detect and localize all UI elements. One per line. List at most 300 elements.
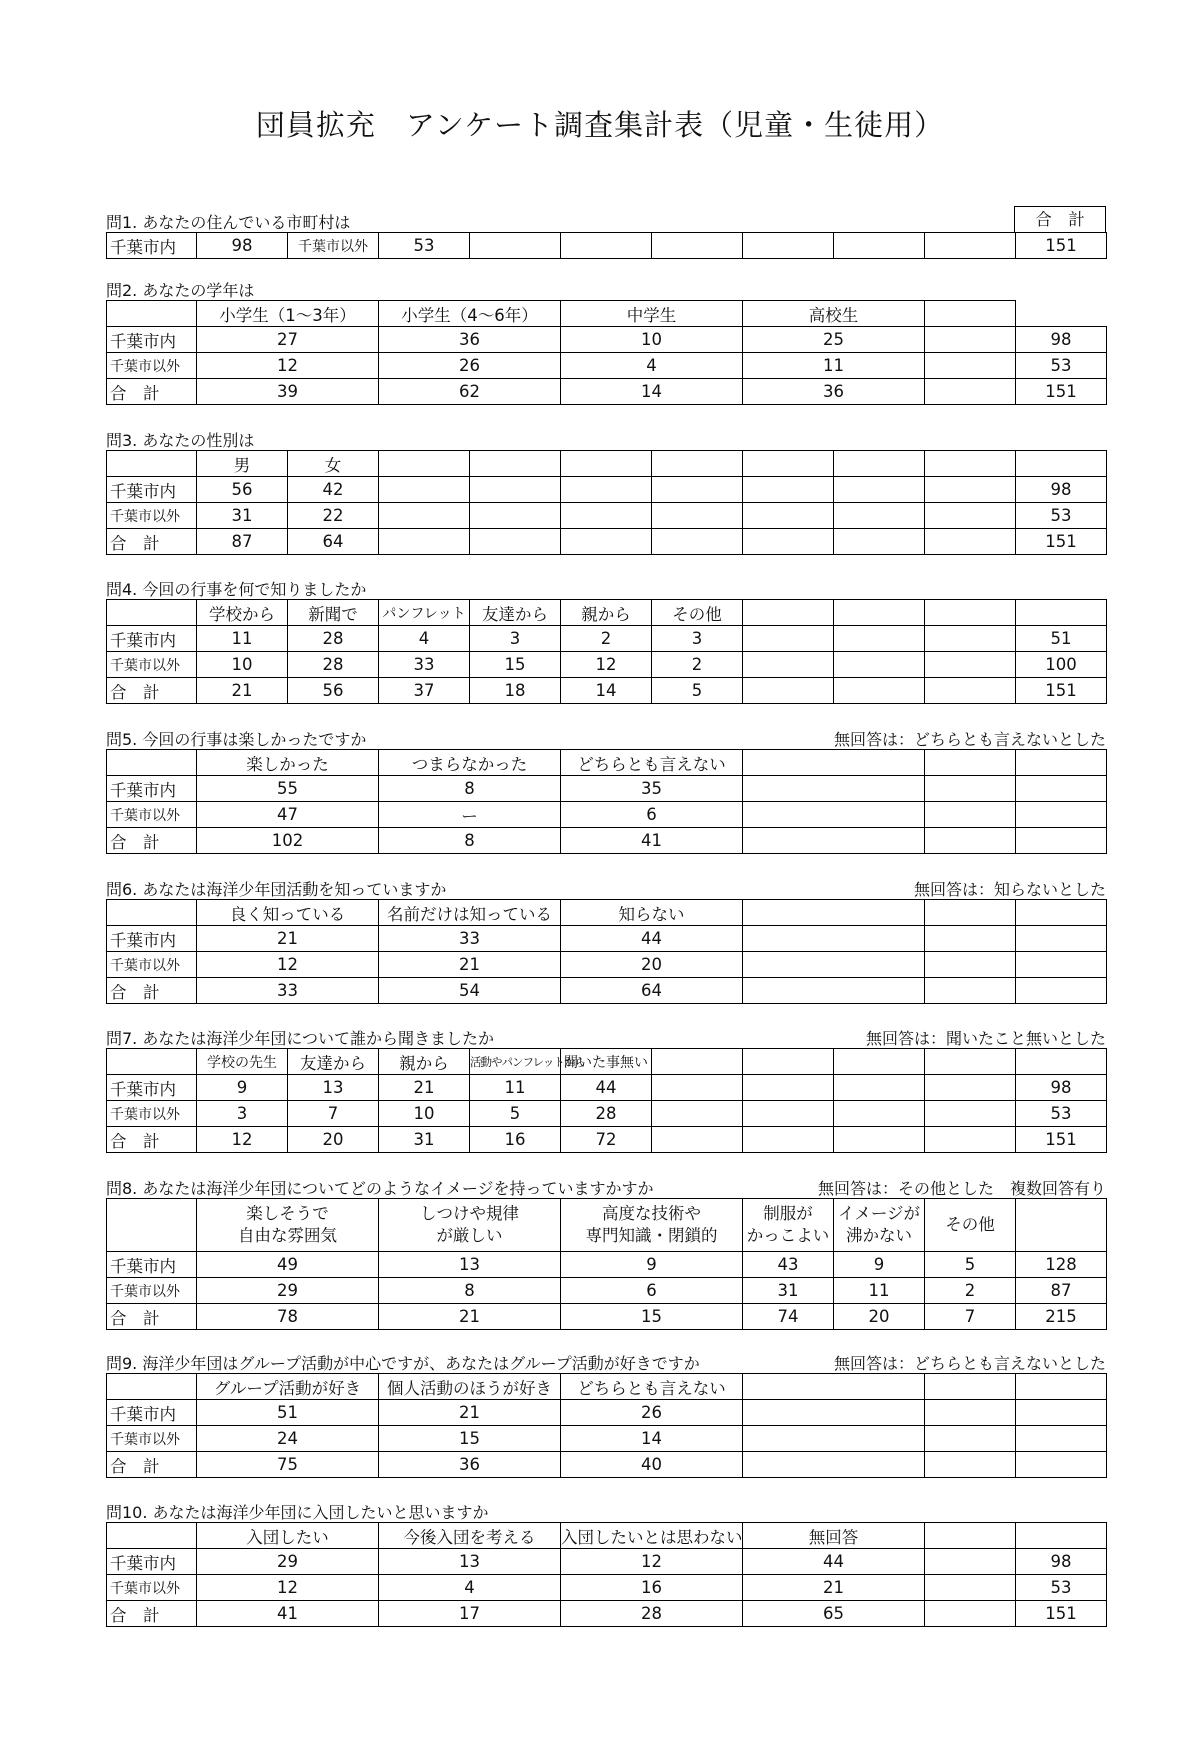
table-cell: 102	[197, 828, 379, 854]
table-cell: 47	[197, 802, 379, 828]
table-cell: ー	[379, 802, 561, 828]
table-cell	[652, 477, 743, 503]
question-9	[106, 1347, 1106, 1478]
table-cell	[925, 1452, 1016, 1478]
row-outside-chiba	[107, 1101, 1107, 1127]
table-cell: 16	[470, 1127, 561, 1153]
row-total-cell: 53	[1016, 1101, 1107, 1127]
row-label: 千葉市以外	[107, 1101, 197, 1127]
table-cell	[743, 776, 925, 802]
table-cell: 15	[379, 1426, 561, 1452]
question-2-table	[106, 300, 1107, 405]
column-header: 中学生	[561, 301, 743, 327]
table-cell: 87	[197, 529, 288, 555]
column-header: グループ活動が好き	[197, 1374, 379, 1400]
table-cell: 3	[197, 1101, 288, 1127]
table-cell	[743, 978, 925, 1004]
table-cell: 36	[379, 327, 561, 353]
table-cell: 18	[470, 678, 561, 704]
table-cell: 4	[561, 353, 743, 379]
column-header: 小学生（4～6年）	[379, 301, 561, 327]
column-header	[925, 1374, 1016, 1400]
table-cell: 41	[197, 1601, 379, 1627]
table-cell: 55	[197, 776, 379, 802]
table-cell	[925, 1127, 1016, 1153]
table-cell: 37	[379, 678, 470, 704]
column-header: 楽しかった	[197, 750, 379, 776]
question-1-table	[106, 232, 1107, 259]
column-header	[1016, 600, 1107, 626]
column-header: しつけや規律 が厳しい	[379, 1199, 561, 1252]
question-note: 無回答は：その他とした 複数回答有り	[817, 1179, 1106, 1198]
table-cell	[925, 1426, 1016, 1452]
table-cell: 56	[197, 477, 288, 503]
table-cell: 28	[288, 626, 379, 652]
table-cell: 11	[470, 1075, 561, 1101]
row-label: 合 計	[107, 379, 197, 405]
row-total	[107, 1304, 1107, 1330]
table-cell: 33	[379, 926, 561, 952]
table-cell	[925, 1549, 1016, 1575]
column-header	[107, 1199, 197, 1252]
table-cell	[743, 1075, 834, 1101]
table-cell	[379, 503, 470, 529]
row-chiba-city	[107, 1252, 1107, 1278]
table-cell	[743, 1452, 925, 1478]
row-label: 千葉市以外	[107, 503, 197, 529]
table-cell	[925, 652, 1016, 678]
table-cell: 29	[197, 1278, 379, 1304]
question-7	[106, 1022, 1106, 1153]
table-cell: 9	[197, 1075, 288, 1101]
column-header: 知らない	[561, 900, 743, 926]
table-cell	[925, 1601, 1016, 1627]
column-header	[743, 600, 834, 626]
table-cell	[1016, 776, 1107, 802]
table-cell: 28	[561, 1101, 652, 1127]
table-cell	[925, 828, 1016, 854]
question-note: 無回答は：どちらとも言えないとした	[833, 1354, 1106, 1373]
table-cell	[743, 926, 925, 952]
header-row	[107, 301, 1107, 327]
header-row	[107, 900, 1107, 926]
table-cell	[743, 1426, 925, 1452]
table-cell	[925, 776, 1016, 802]
table-cell	[925, 626, 1016, 652]
row-label: 合 計	[107, 828, 197, 854]
column-header	[1016, 1374, 1107, 1400]
table-cell	[470, 233, 561, 259]
column-header: その他	[652, 600, 743, 626]
column-header	[107, 1374, 197, 1400]
row-label: 合 計	[107, 678, 197, 704]
column-header: 友達から	[470, 600, 561, 626]
question-text: 問2. あなたの学年は	[106, 281, 255, 300]
table-cell: 16	[561, 1575, 743, 1601]
question-note: 無回答は：どちらとも言えないとした	[833, 730, 1106, 749]
table-cell: 3	[470, 626, 561, 652]
row-label: 合 計	[107, 1304, 197, 1330]
table-cell	[1016, 1400, 1107, 1426]
row-label: 合 計	[107, 1127, 197, 1153]
column-header	[743, 1374, 925, 1400]
column-header: 新聞で	[288, 600, 379, 626]
question-10-table	[106, 1522, 1107, 1627]
table-cell	[652, 1101, 743, 1127]
table-cell	[834, 503, 925, 529]
row-chiba-city	[107, 327, 1107, 353]
question-note: 無回答は：聞いたこと無いとした	[865, 1029, 1106, 1048]
table-cell	[561, 503, 652, 529]
column-header	[925, 301, 1016, 327]
table-cell	[743, 529, 834, 555]
question-text: 問4. 今回の行事を何で知りましたか	[106, 580, 367, 599]
table-cell	[743, 1400, 925, 1426]
table-cell: 10	[197, 652, 288, 678]
row-label: 千葉市以外	[107, 652, 197, 678]
column-header: 女	[288, 451, 379, 477]
question-6-table	[106, 899, 1107, 1004]
question-7-table	[106, 1048, 1107, 1153]
table-cell: 13	[379, 1549, 561, 1575]
table-cell	[925, 1400, 1016, 1426]
row-total-cell: 53	[1016, 353, 1107, 379]
column-header: その他	[925, 1199, 1016, 1252]
row-label: 千葉市内	[107, 1252, 197, 1278]
column-header: どちらとも言えない	[561, 750, 743, 776]
row-outside-chiba	[107, 1575, 1107, 1601]
row-label: 千葉市内	[107, 1549, 197, 1575]
table-cell	[743, 503, 834, 529]
column-header	[107, 451, 197, 477]
table-cell: 10	[561, 327, 743, 353]
column-header: 男	[197, 451, 288, 477]
table-cell: 13	[379, 1252, 561, 1278]
table-cell: 17	[379, 1601, 561, 1627]
table-cell: 29	[197, 1549, 379, 1575]
table-cell: 33	[197, 978, 379, 1004]
column-header: パンフレット	[379, 600, 470, 626]
column-header	[925, 451, 1016, 477]
row-outside-chiba	[107, 1278, 1107, 1304]
table-cell	[743, 233, 834, 259]
table-cell: 31	[379, 1127, 470, 1153]
column-header: どちらとも言えない	[561, 1374, 743, 1400]
table-cell: 15	[561, 1304, 743, 1330]
row-outside-chiba	[107, 802, 1107, 828]
table-cell	[834, 678, 925, 704]
table-cell	[834, 626, 925, 652]
row-label: 千葉市内	[107, 926, 197, 952]
row-total-cell: 98	[1016, 327, 1107, 353]
table-cell	[925, 1075, 1016, 1101]
table-cell	[470, 503, 561, 529]
table-cell: 5	[652, 678, 743, 704]
row-total	[107, 1452, 1107, 1478]
table-cell: 98	[197, 233, 288, 259]
row-outside-chiba	[107, 503, 1107, 529]
table-cell	[561, 477, 652, 503]
table-cell	[1016, 1426, 1107, 1452]
table-cell	[1016, 828, 1107, 854]
question-3	[106, 424, 1106, 555]
question-text: 問8. あなたは海洋少年団についてどのようなイメージを持っていますかすか	[106, 1179, 654, 1198]
column-header: 入団したいとは思わない	[561, 1523, 743, 1549]
column-header: 制服が かっこよい	[743, 1199, 834, 1252]
column-header	[743, 1049, 834, 1075]
table-cell: 4	[379, 626, 470, 652]
question-6	[106, 873, 1106, 1004]
table-cell: 14	[561, 1426, 743, 1452]
column-header	[925, 1523, 1016, 1549]
table-cell	[379, 477, 470, 503]
table-cell: 44	[561, 926, 743, 952]
question-text: 問7. あなたは海洋少年団について誰から聞きましたか	[106, 1029, 495, 1048]
row-total-cell: 151	[1016, 1601, 1107, 1627]
row-total	[107, 529, 1107, 555]
column-header: 良く知っている	[197, 900, 379, 926]
table-cell	[1016, 1452, 1107, 1478]
table-cell	[743, 626, 834, 652]
header-row	[107, 600, 1107, 626]
table-cell: 43	[743, 1252, 834, 1278]
column-header: 今後入団を考える	[379, 1523, 561, 1549]
column-header: 学校から	[197, 600, 288, 626]
row-total-cell: 151	[1016, 379, 1107, 405]
row-label: 千葉市以外	[107, 1278, 197, 1304]
table-cell: 62	[379, 379, 561, 405]
column-header: 聞いた事無い	[561, 1049, 652, 1075]
table-cell: 72	[561, 1127, 652, 1153]
row-total-cell: 215	[1016, 1304, 1107, 1330]
table-cell: 21	[379, 1400, 561, 1426]
row-total-cell: 98	[1016, 477, 1107, 503]
row-label: 千葉市内	[107, 776, 197, 802]
row-label: 千葉市以外	[107, 952, 197, 978]
column-header: 活動やパンフレットから	[470, 1049, 561, 1075]
table-cell: 5	[925, 1252, 1016, 1278]
table-cell	[652, 503, 743, 529]
row-label: 千葉市内	[107, 327, 197, 353]
table-cell: 31	[197, 503, 288, 529]
table-cell: 21	[379, 1075, 470, 1101]
table-cell: 15	[470, 652, 561, 678]
table-cell	[925, 952, 1016, 978]
table-cell	[925, 978, 1016, 1004]
row-total-cell: 53	[1016, 503, 1107, 529]
row-label: 千葉市内	[107, 233, 197, 259]
table-cell: 6	[561, 802, 743, 828]
row-label: 千葉市以外	[107, 802, 197, 828]
column-header	[107, 600, 197, 626]
total-header: 合 計	[1014, 206, 1106, 233]
row-total	[107, 1127, 1107, 1153]
table-cell: 12	[197, 1127, 288, 1153]
table-cell	[379, 529, 470, 555]
column-header	[107, 1523, 197, 1549]
table-cell	[834, 529, 925, 555]
question-8	[106, 1172, 1106, 1330]
table-cell: 9	[561, 1252, 743, 1278]
table-cell	[743, 952, 925, 978]
row-label: 千葉市内	[107, 626, 197, 652]
table-cell: 14	[561, 379, 743, 405]
column-header	[561, 451, 652, 477]
table-cell: 75	[197, 1452, 379, 1478]
table-cell	[652, 529, 743, 555]
row-total	[107, 828, 1107, 854]
table-cell: 51	[197, 1400, 379, 1426]
table-cell	[743, 828, 925, 854]
column-header	[743, 900, 925, 926]
question-text: 問1. あなたの住んでいる市町村は	[106, 213, 351, 232]
row-chiba-city	[107, 1075, 1107, 1101]
header-row	[107, 1049, 1107, 1075]
table-cell: 13	[288, 1075, 379, 1101]
table-cell: 20	[834, 1304, 925, 1330]
column-header: 友達から	[288, 1049, 379, 1075]
question-text: 問10. あなたは海洋少年団に入団したいと思いますか	[106, 1503, 489, 1522]
table-cell	[470, 477, 561, 503]
row-total-cell: 98	[1016, 1075, 1107, 1101]
table-cell: 44	[561, 1075, 652, 1101]
table-cell	[652, 1127, 743, 1153]
header-row	[107, 750, 1107, 776]
question-2	[106, 274, 1106, 405]
table-cell: 21	[743, 1575, 925, 1601]
question-4-table	[106, 599, 1107, 704]
table-cell: 12	[561, 1549, 743, 1575]
question-text: 問6. あなたは海洋少年団活動を知っていますか	[106, 880, 447, 899]
row-outside-chiba	[107, 652, 1107, 678]
table-cell	[743, 477, 834, 503]
table-cell: 7	[288, 1101, 379, 1127]
table-cell: 41	[561, 828, 743, 854]
table-cell: 54	[379, 978, 561, 1004]
table-cell: 56	[288, 678, 379, 704]
table-cell: 53	[379, 233, 470, 259]
column-header	[652, 1049, 743, 1075]
question-8-table	[106, 1198, 1107, 1330]
row-label: 千葉市以外	[107, 1426, 197, 1452]
table-cell: 11	[743, 353, 925, 379]
table-cell: 49	[197, 1252, 379, 1278]
header-row	[107, 1523, 1107, 1549]
table-cell: 74	[743, 1304, 834, 1330]
table-cell	[470, 529, 561, 555]
row-label: 千葉市内	[107, 477, 197, 503]
row-outside-chiba	[107, 353, 1107, 379]
row-label: 合 計	[107, 1452, 197, 1478]
question-1	[106, 206, 1106, 259]
column-header: 入団したい	[197, 1523, 379, 1549]
table-cell: 27	[197, 327, 379, 353]
table-cell	[925, 802, 1016, 828]
table-cell	[743, 802, 925, 828]
table-cell: 64	[561, 978, 743, 1004]
row-label: 千葉市以外	[107, 353, 197, 379]
column-header	[652, 451, 743, 477]
table-cell	[1016, 952, 1107, 978]
column-header: 親から	[561, 600, 652, 626]
table-cell: 12	[197, 952, 379, 978]
table-cell: 31	[743, 1278, 834, 1304]
row-total-cell: 100	[1016, 652, 1107, 678]
table-cell	[743, 652, 834, 678]
table-cell: 36	[379, 1452, 561, 1478]
table-cell: 千葉市以外	[288, 233, 379, 259]
row-total-cell: 51	[1016, 626, 1107, 652]
row-total	[107, 978, 1107, 1004]
table-cell	[834, 652, 925, 678]
row-label: 合 計	[107, 529, 197, 555]
table-cell: 28	[288, 652, 379, 678]
column-header	[743, 750, 925, 776]
row-chiba-city	[107, 1400, 1107, 1426]
row-total-cell: 87	[1016, 1278, 1107, 1304]
table-cell: 14	[561, 678, 652, 704]
table-cell: 7	[925, 1304, 1016, 1330]
column-header: 名前だけは知っている	[379, 900, 561, 926]
table-cell	[925, 353, 1016, 379]
table-cell: 24	[197, 1426, 379, 1452]
table-cell	[743, 1127, 834, 1153]
column-header	[1016, 1049, 1107, 1075]
row-outside-chiba	[107, 952, 1107, 978]
table-cell	[925, 379, 1016, 405]
column-header	[925, 600, 1016, 626]
header-row	[107, 1374, 1107, 1400]
table-cell: 26	[561, 1400, 743, 1426]
table-cell: 39	[197, 379, 379, 405]
row-label: 千葉市以外	[107, 1575, 197, 1601]
column-header	[925, 1049, 1016, 1075]
table-cell	[925, 1101, 1016, 1127]
table-cell	[925, 529, 1016, 555]
table-cell	[834, 477, 925, 503]
table-cell	[925, 678, 1016, 704]
row-total-cell: 151	[1016, 1127, 1107, 1153]
row-label: 合 計	[107, 1601, 197, 1627]
row-total	[107, 678, 1107, 704]
row-chiba-city	[107, 233, 1107, 259]
column-header	[1016, 451, 1107, 477]
question-text: 問3. あなたの性別は	[106, 431, 255, 450]
column-header: 学校の先生	[197, 1049, 288, 1075]
row-total-cell: 151	[1016, 233, 1107, 259]
row-chiba-city	[107, 1549, 1107, 1575]
table-cell: 8	[379, 1278, 561, 1304]
column-header	[107, 1049, 197, 1075]
table-cell	[834, 1101, 925, 1127]
table-cell	[561, 529, 652, 555]
table-cell	[652, 233, 743, 259]
table-cell: 22	[288, 503, 379, 529]
table-cell: 21	[197, 926, 379, 952]
table-cell: 12	[197, 353, 379, 379]
table-cell: 12	[561, 652, 652, 678]
table-cell: 44	[743, 1549, 925, 1575]
table-cell: 6	[561, 1278, 743, 1304]
table-cell: 78	[197, 1304, 379, 1330]
row-total-cell: 53	[1016, 1575, 1107, 1601]
row-label: 千葉市内	[107, 1075, 197, 1101]
column-header	[107, 900, 197, 926]
table-cell: 35	[561, 776, 743, 802]
table-cell: 11	[834, 1278, 925, 1304]
column-header	[925, 900, 1016, 926]
row-chiba-city	[107, 776, 1107, 802]
